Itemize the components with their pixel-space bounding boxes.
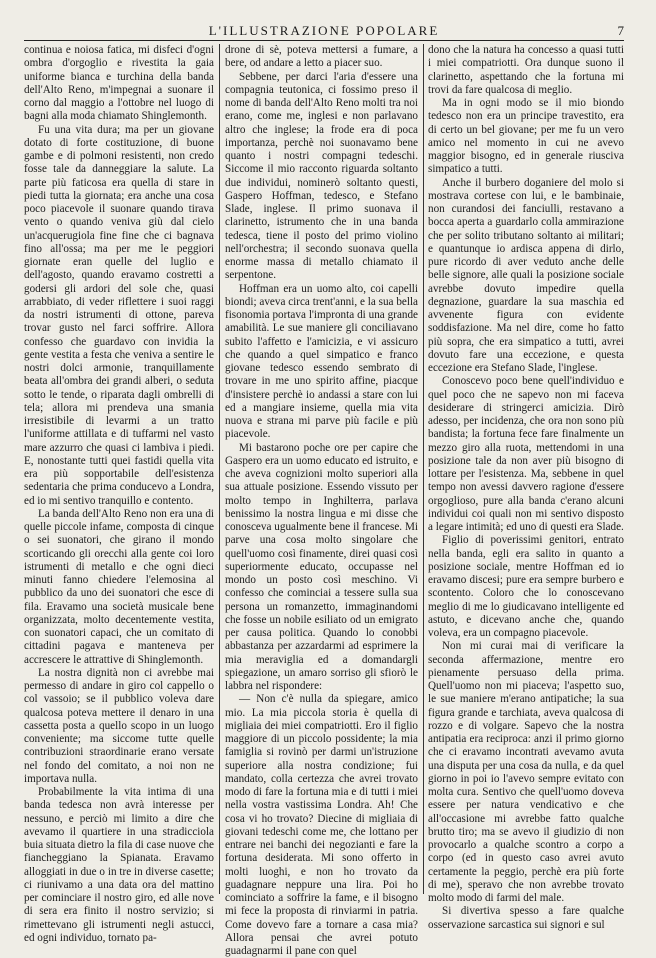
paragraph: Hoffman era un uomo alto, coi capelli biondi; aveva circa trent'anni, e la sua bella fisonomia portava l'impronta di una grande amabilità. Le sue maniere gli conciliavano subito l'affetto e l'amicizia, e vi assicuro che quando a quel simpatico e franco giovane tedesco essendo sembrato di trovare in me uno spirito affine, piacque d'insistere perchè io andassi a stare con lui ed a mangiare insieme, quella mia vita nuova e strana mi parve più facile e più piacevole. (225, 282, 418, 441)
paragraph: Figlio di poverissimi genitori, entrato nella banda, egli era salito in quanto a posizione sociale, mentre Hoffman ed io eravamo discesi; pure era sempre burbero e scontento. Coloro che lo conoscevano meglio di me lo giudicavano intelligente ed astuto, e dicevano anche che, quando voleva, era un compagno piacevole. (428, 534, 624, 639)
paragraph: continua e noiosa fatica, mi disfeci d'ogni ombra d'orgoglio e rivestita la gaia uniforme bianca e turchina della banda dell'Alto Reno, m'impegnai a suonare il corno dal maggio a l'ottobre nel luogo di bagni alla moda chiamato Shinglemonth. (24, 44, 214, 123)
paragraph: Probabilmente la vita intima di una banda tedesca non avrà interesse per nessuno, e perciò mi limito a dire che avevamo il quartiere in una stradicciola buia situata dietro la fila di case nuove che fiancheggiano la Spianata. Eravamo alloggiati in due o in tre in diverse casette; ci riunivamo a una data ora del mattino per cominciare il nostro giro, ed alle nove di sera era finito il nostro servizio; si rimettevano gli istrumenti negli astucci, ed ogni individuo, tornato pa- (24, 786, 214, 944)
page-header (24, 22, 624, 40)
paragraph: drone di sè, poteva mettersi a fumare, a bere, od andare a letto a piacer suo. (225, 44, 418, 70)
paragraph: La banda dell'Alto Reno non era una di quelle piccole infame, composta di cinque o sei suonatori, che girano il mondo scorticando gli orecchi alla gente coi loro istrumenti di metallo e che ogni dieci minuti fanno chiedere l'elemosina al pubblico da uno dei suonatori che esce di fila. Eravamo una società musicale bene organizzata, molto decentemente vestita, con suonatori capaci, che un comitato di cittadini pagava e manteneva per accrescere le attrattive di Shinglemonth. (24, 507, 214, 666)
magazine-title: L'ILLUSTRAZIONE POPOLARE (208, 23, 440, 38)
paragraph: Non mi curai mai di verificare la seconda affermazione, mentre ero pienamente persuaso della prima. Quell'uomo non mi piaceva; l'aspetto suo, le sue maniere m'erano antipatiche; la sua figura grande e tarchiata, aveva qualcosa di rozzo e di volgare. Sapevo che la nostra antipatia era reciproca: anzi il primo giorno che ci eravamo incontrati avevamo avuta una disputa per una cosa da nulla, e da quel giorno in poi io l'avevo sempre evitato con molta cura. Sentivo che quell'uomo doveva essere per natura vendicativo e che all'occasione mi avrebbe fatto qualche brutto tiro; ma se avevo il giudizio di non provocarlo a qualche scontro a corpo a corpo (ed in questo caso avrei avuto certamente la peggio, perchè era più forte di me), speravo che non avrebbe trovato molto modo di farmi del male. (428, 640, 624, 904)
column-divider (219, 44, 220, 894)
header-rule (24, 40, 624, 41)
column-3 (428, 44, 624, 931)
paragraph: Sebbene, per darci l'aria d'essere una compagnia teutonica, ci fossimo preso il nome di banda dell'Alto Reno molti tra noi erano, come me, inglesi e non parlavano altro che inglese; la frode era di poca importanza, perchè noi suonavamo bene quanto i nostri compagni tedeschi. Siccome il mio racconto riguarda soltanto due individui, nominerò soltanto questi, Gaspero Hoffman, tedesco, e Stefano Slade, inglese. Il primo suonava il clarinetto, istrumento che in una banda tedesca, tiene il posto del primo violino nell'orchestra; il secondo suonava quella enorme massa di metallo chiamato il serpentone. (225, 70, 418, 282)
paragraph: Conoscevo poco bene quell'individuo e quel poco che ne sapevo non mi faceva desiderare di stringerci amicizia. Dirò adesso, per incidenza, che ora non sono più bandista; la fortuna fece fare finalmente un mezzo giro alla ruota, mettendomi in una posizione tale da non aver più bisogno di lottare per l'esistenza. Ma, sebbene in quel tempo non avessi davvero ragione d'essere orgoglioso, pure alla banda c'erano alcuni individui coi quali non mi sentivo disposto a legare intimità; ed uno di questi era Slade. (428, 375, 624, 533)
column-1 (24, 44, 214, 944)
page-number: 7 (617, 23, 624, 38)
paragraph: Mi bastarono poche ore per capire che Gaspero era un uomo educato ed istruito, e che aveva cognizioni molto superiori alla sua attuale posizione. Essendo vissuto per molto tempo in Inghilterra, parlava benissimo la nostra lingua e mi disse che conosceva ugualmente bene il francese. Mi parve una cosa molto singolare che quell'uomo così finamente, direi quasi così superiormente educato, occupasse nel mondo un posto così meschino. Vi confesso che cominciai a tessere sulla sua persona un romanzetto, immaginandomi che fosse un nobile esiliato od un emigrato per causa politica. Quando lo conobbi abbastanza per azzardarmi ad esprimere la mia meraviglia ed a domandargli spiegazione, un amaro sorriso gli sfiorò le labbra nel rispondere: (225, 441, 418, 692)
column-divider (423, 44, 424, 894)
paragraph: Ma in ogni modo se il mio biondo tedesco non era un principe travestito, era di certo un bel giovane; per me fu un vero amico nel momento in cui ne avevo maggior bisogno, ed in generale riusciva simpatico a tutti. (428, 97, 624, 176)
column-2 (225, 44, 418, 957)
paragraph: Anche il burbero doganiere del molo si mostrava cortese con lui, e le bambinaie, non curandosi dei fanciulli, restavano a bocca aperta a guardarlo colla ammirazione che per solito tributano soltanto ai militari; e quantunque io ardisca appena di dirlo, pure ricordo di aver veduto anche delle belle signore, alle quali la posizione sociale avrebbe dovuto impedire quella degnazione, guardare la sua maschia ed avvenente figura con evidente soddisfazione. Ma nel dire, come ho fatto più sopra, che era simpatico a tutti, avrei dovuto fare una eccezione, e questa eccezione era Stefano Slade, l'inglese. (428, 176, 624, 374)
paragraph: Fu una vita dura; ma per un giovane dotato di forte costituzione, di buone gambe e di polmoni resistenti, non credo fosse tale da danneggiare la salute. La parte più faticosa era quella di stare in piedi tutta la giornata; era anche una cosa poco piacevole il suonare quando tirava vento o quando veniva giù dal cielo un'acquerugiola fine fine che ci bagnava fino all'ossa; ma per me le peggiori giornate eran quelle del luglio e dell'agosto, quando eravamo costretti a godersi gli ardori del sole che, quasi arrabbiato, di veder riflettere i suoi raggi da nostri istrumenti di ottone, pareva trovar gusto nel farci soffrire. Allora confesso che guardavo con invidia la gente vestita a festa che veniva a sentire le nostri dolci armonie, tranquillamente beata all'ombra dei grandi alberi, o seduta sotto le tende, o riparata dagli ombrelli di tela; allora mi prendeva una smania irresistibile di levarmi a un tratto l'uniforme attillata e di tuffarmi nel vasto mare azzurro che quasi ci lambiva i piedi. E, nonostante tutti quei fastidi quella vita era più sopportabile dell'esistenza sedentaria che prima conducevo a Londra, ed io mi sentivo tranquillo e contento. (24, 123, 214, 507)
paragraph: dono che la natura ha concesso a quasi tutti i miei compatriotti. Ora dunque suono il clarinetto, aspettando che la fortuna mi trovi da fare qualcosa di meglio. (428, 44, 624, 96)
paragraph: La nostra dignità non ci avrebbe mai permesso di andare in giro col cappello o col vassoio; se il pubblico voleva dare qualcosa poteva mettere il denaro in una cassetta posta a quello scopo in un luogo conveniente; ma siccome tutte quelle contribuzioni straordinarie erano versate nel fondo del comitato, a noi non ne importava nulla. (24, 666, 214, 785)
paragraph: Si divertiva spesso a fare qualche osservazione sarcastica sui signori e sul (428, 905, 624, 931)
paragraph: — Non c'è nulla da spiegare, amico mio. La mia piccola storia è quella di migliaia dei miei compatriotti. Ero il figlio maggiore di un piccolo possidente; la mia famiglia si rovinò per darmi un'istruzione superiore alla nostra condizione; fui mandato, colla certezza che avrei trovato modo di fare la fortuna mia e di tutti i miei nella vostra vastissima Londra. Ah! Che cosa vi ho trovato? Diecine di migliaia di giovani tedeschi come me, che lottano per entrare nei banchi dei negozianti e fare la fortuna desiderata. Mi sono offerto in molti luoghi, e non ho trovato da guadagnare neppure una lira. Poi ho cominciato a soffrire la fame, e il bisogno mi fece la proposta di rinviarmi in patria. Come dovevo fare a tornare a casa mia? Allora pensai che avrei potuto guadagnarmi il pane con quel (225, 693, 418, 957)
